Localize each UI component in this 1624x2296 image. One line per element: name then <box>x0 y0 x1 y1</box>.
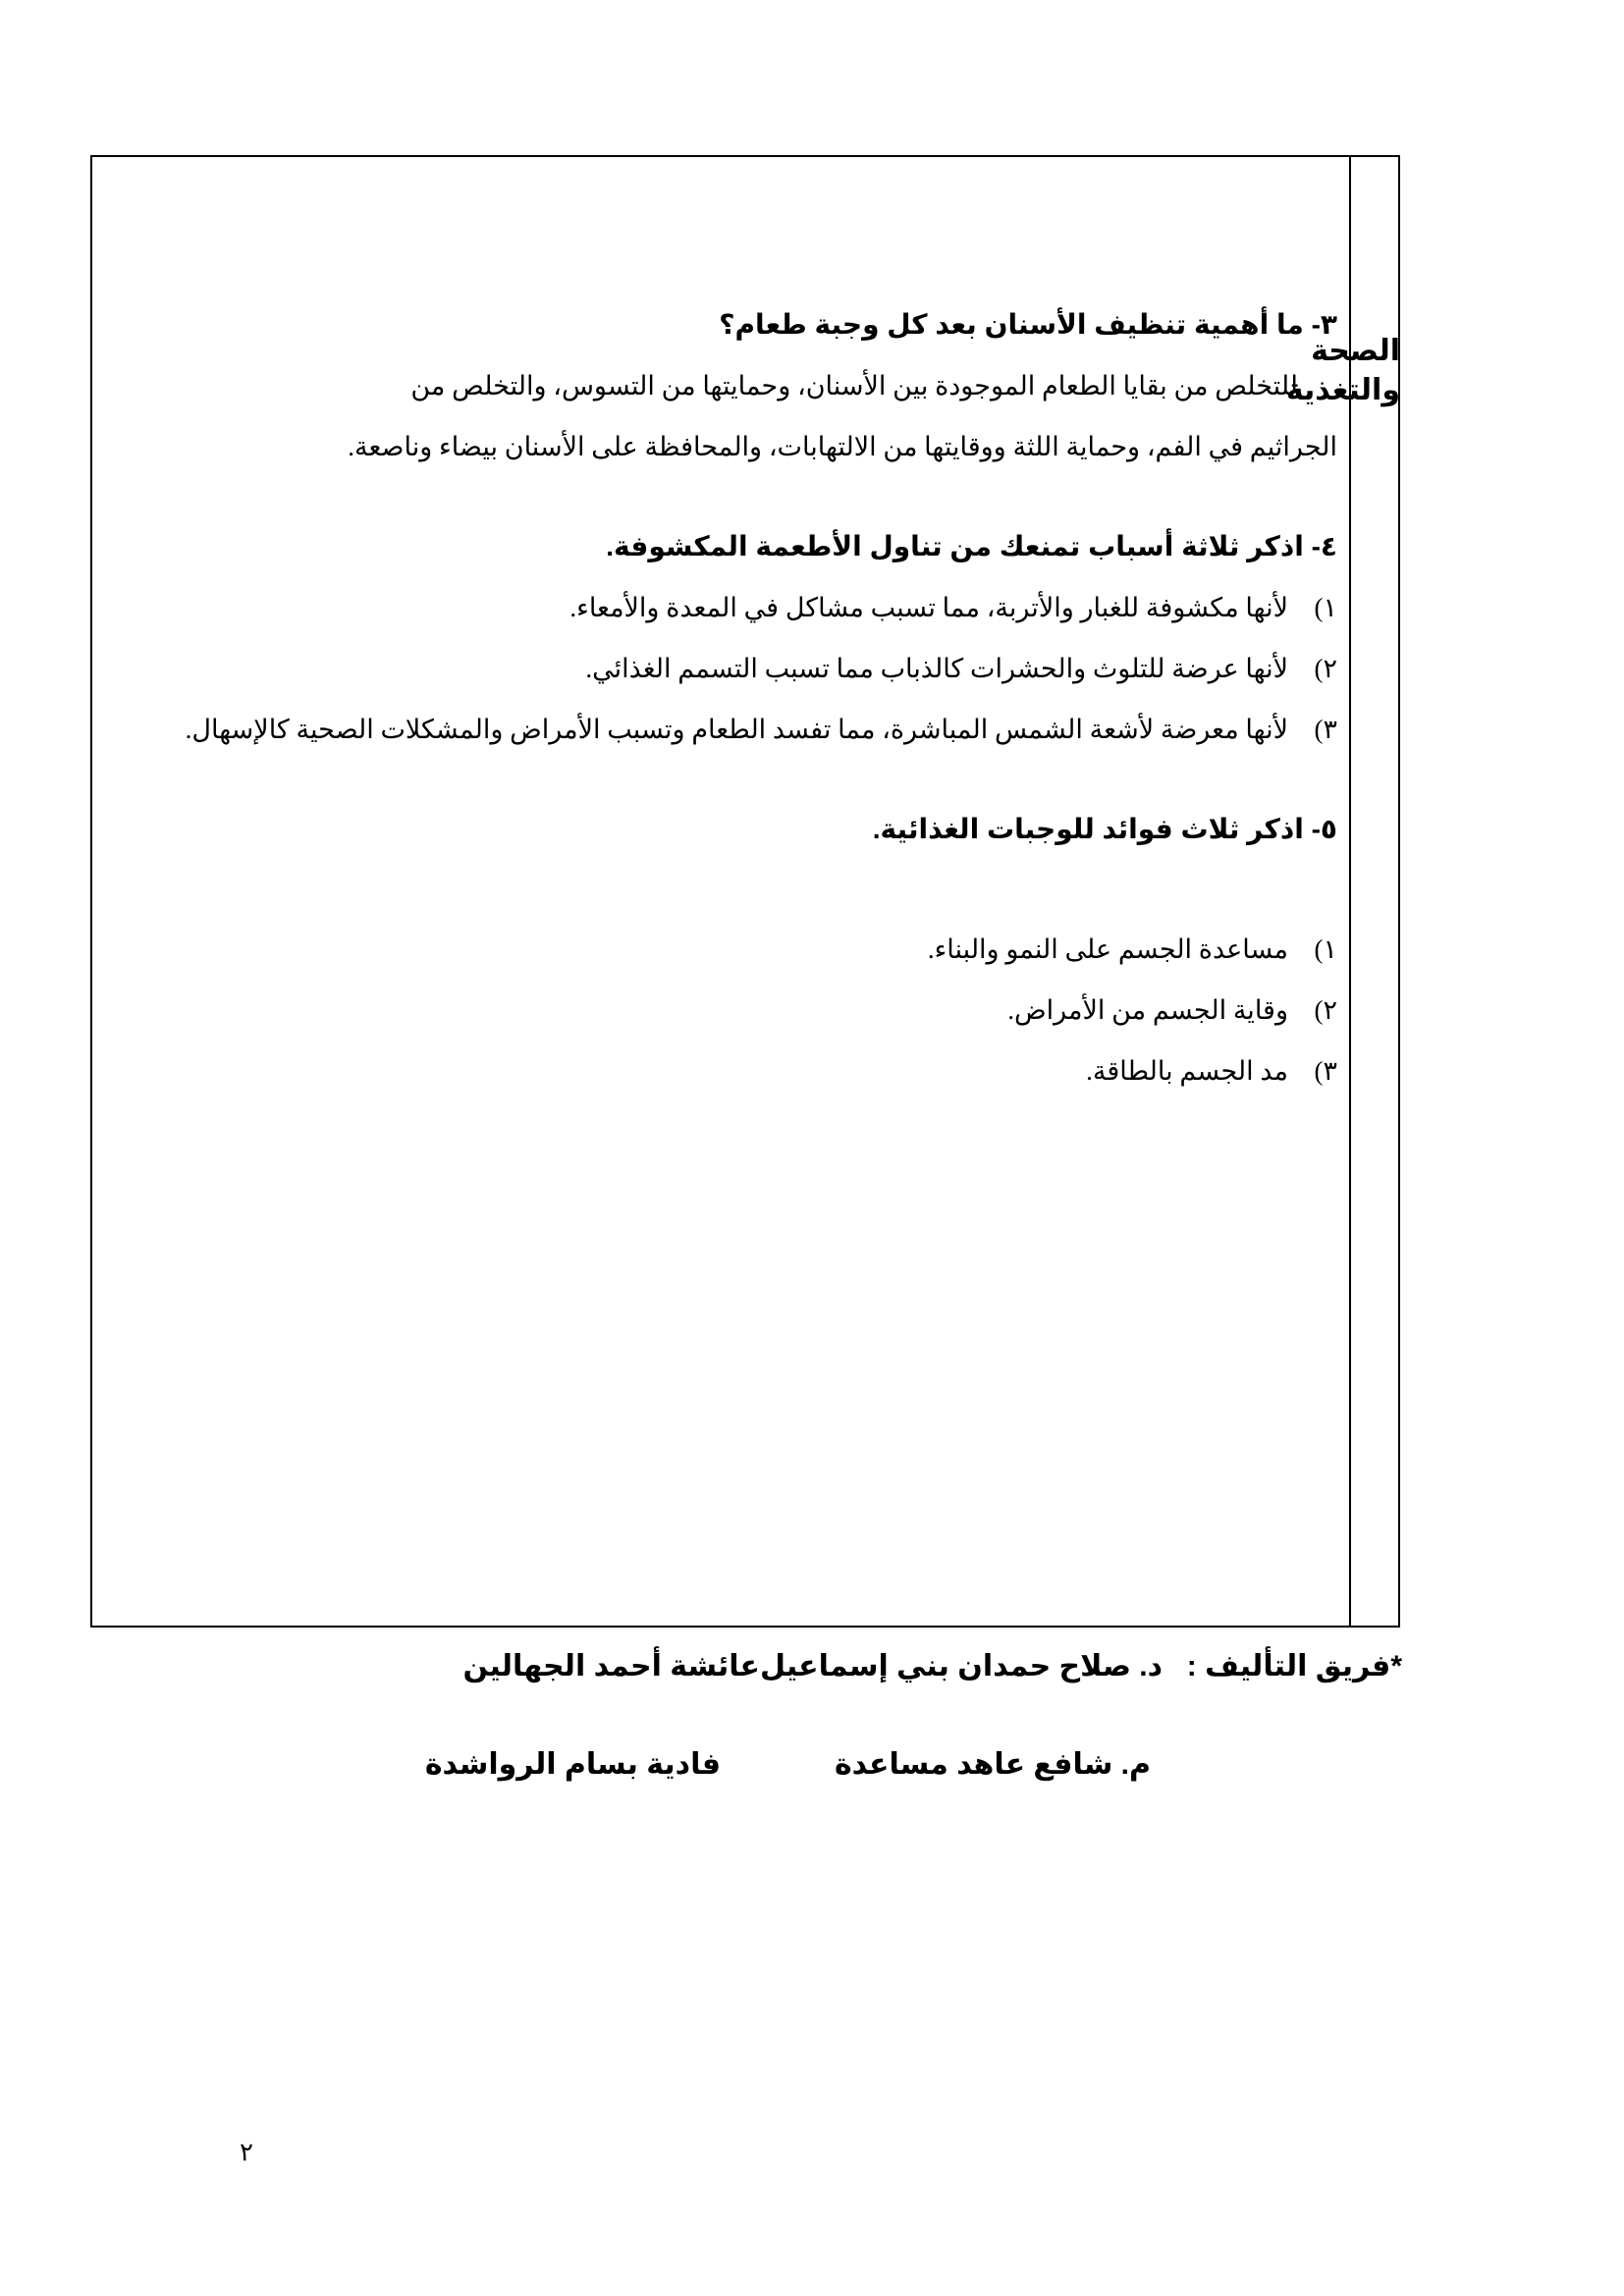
list-item-number: ٣) <box>1314 715 1337 744</box>
subject-line-2: والتغذية <box>1285 374 1400 406</box>
page-number: ٢ <box>240 2138 253 2166</box>
author-name: عائشة أحمد الجهالين <box>462 1650 760 1682</box>
list-item <box>110 919 1337 980</box>
list-item <box>110 980 1337 1041</box>
list-item-number: ١) <box>1314 934 1337 964</box>
question-5-list <box>110 919 1337 1101</box>
subject-line-1: الصحة <box>1311 335 1400 367</box>
author-name: م. شافع عاهد مساعدة <box>834 1748 1151 1781</box>
list-item <box>110 1041 1337 1101</box>
content-table <box>90 155 1400 1628</box>
list-item-number: ٢) <box>1314 654 1337 683</box>
list-item-text: وقاية الجسم من الأمراض. <box>1007 995 1288 1025</box>
list-item-text: مد الجسم بالطاقة. <box>1086 1056 1288 1086</box>
authors-section <box>0 1649 1624 1816</box>
list-item <box>110 638 1337 699</box>
list-item-text: لأنها معرضة لأشعة الشمس المباشرة، مما تفسد الطعام وتسبب الأمراض والمشكلات الصحية كالإسهال. <box>185 715 1288 744</box>
question-4-list <box>110 577 1337 760</box>
question-3-answer-line-2: الجراثيم في الفم، وحماية اللثة ووقايتها من الالتهابات، والمحافظة على الأسنان بيضاء وناصعة. <box>348 432 1337 461</box>
list-item <box>110 699 1337 760</box>
question-5-title: ٥- اذكر ثلاث فوائد للوجبات الغذائية. <box>872 814 1337 844</box>
subject-label <box>1285 332 1400 410</box>
author-name: فادية بسام الرواشدة <box>424 1748 721 1781</box>
author-name: د. صلاح حمدان بني إسماعيل <box>760 1650 1163 1682</box>
list-item <box>110 577 1337 638</box>
list-item-number: ١) <box>1314 593 1337 622</box>
list-item-text: مساعدة الجسم على النمو والبناء. <box>927 934 1288 964</box>
question-4-title: ٤- اذكر ثلاثة أسباب تمنعك من تناول الأطعمة المكشوفة. <box>606 531 1337 561</box>
list-item-text: لأنها عرضة للتلوث والحشرات كالذباب مما تسبب التسمم الغذائي. <box>585 654 1288 683</box>
question-3-answer-line-1: للتخلص من بقايا الطعام الموجودة بين الأسنان، وحمايتها من التسوس، والتخلص من <box>410 371 1298 400</box>
authors-row-2 <box>0 1747 1624 1816</box>
answers-content <box>110 294 1337 1101</box>
list-item-text: لأنها مكشوفة للغبار والأتربة، مما تسبب مشاكل في المعدة والأمعاء. <box>569 593 1288 622</box>
authors-row-1 <box>0 1649 1624 1718</box>
question-3-title: ٣- ما أهمية تنظيف الأسنان بعد كل وجبة طعام؟ <box>719 309 1337 340</box>
authors-label: *فريق التأليف : <box>1186 1650 1402 1682</box>
list-item-number: ٣) <box>1314 1056 1337 1086</box>
list-item-number: ٢) <box>1314 995 1337 1025</box>
